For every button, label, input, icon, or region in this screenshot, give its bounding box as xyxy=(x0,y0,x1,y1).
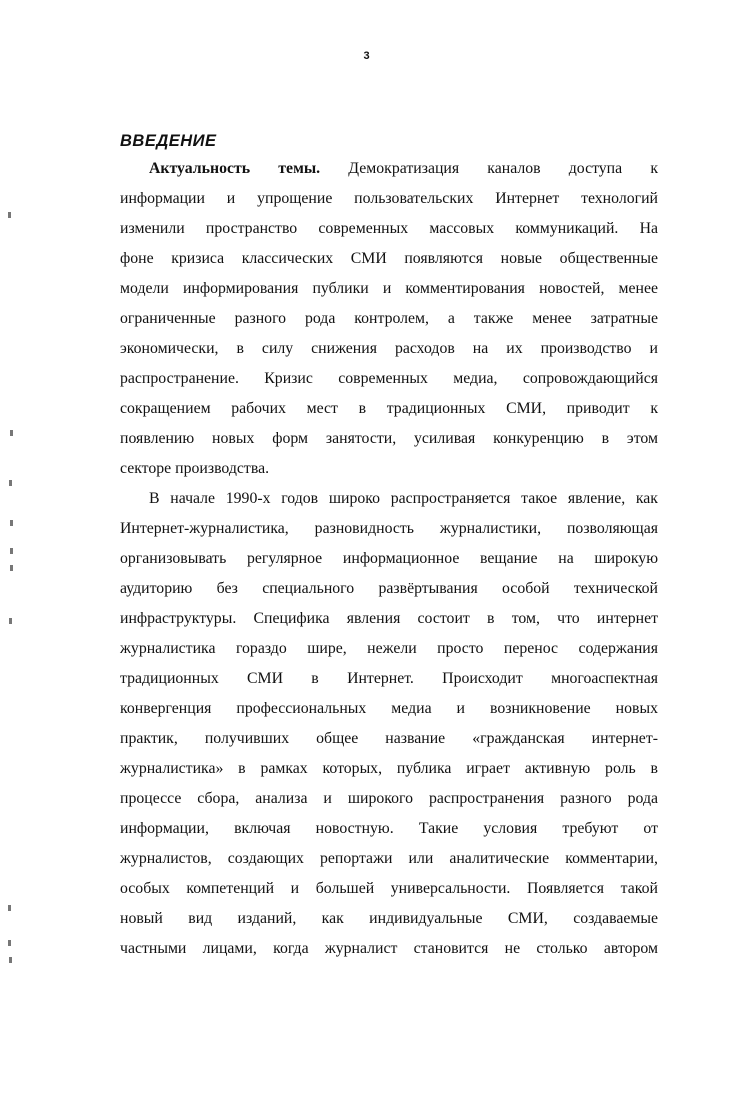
text-line: секторе производства. xyxy=(120,460,270,477)
scan-speck xyxy=(9,480,12,486)
scan-speck xyxy=(10,548,13,554)
text-line: организовывать регулярное информационное вещание на широкую xyxy=(120,550,658,567)
body-text xyxy=(120,154,658,964)
text-line: ограниченные разного рода контролем, а также менее затратные xyxy=(120,310,658,327)
scan-speck xyxy=(10,430,13,436)
scan-speck xyxy=(10,565,13,571)
scan-speck xyxy=(9,618,12,624)
text-line: В начале 1990-х годов широко распространяется такое явление, как xyxy=(149,490,658,507)
scan-speck xyxy=(9,957,12,963)
text-line: журналистика» в рамках которых, публика играет активную роль в xyxy=(120,760,658,777)
text-line: сокращением рабочих мест в традиционных СМИ, приводит к xyxy=(120,400,658,417)
scan-speck xyxy=(8,905,11,911)
scan-speck xyxy=(8,940,11,946)
lead-phrase: Актуальность темы. xyxy=(149,160,321,177)
text-line: новый вид изданий, как индивидуальные СМИ, создаваемые xyxy=(120,910,658,927)
text-line: фоне кризиса классических СМИ появляются новые общественные xyxy=(120,250,658,267)
text-line: информации и упрощение пользовательских Интернет технологий xyxy=(120,190,658,207)
text-line: экономически, в силу снижения расходов на их производство и xyxy=(120,340,658,357)
text-line: Интернет-журналистика, разновидность журналистики, позволяющая xyxy=(120,520,658,537)
text-line: инфраструктуры. Специфика явления состоит в том, что интернет xyxy=(120,610,658,627)
text-line: Актуальность темы. Демократизация каналов доступа к xyxy=(149,160,658,177)
text-line: изменили пространство современных массовых коммуникаций. На xyxy=(120,220,658,237)
text-line: аудиторию без специального развёртывания особой технической xyxy=(120,580,658,597)
scan-speck xyxy=(10,520,13,526)
text-line: журналистика гораздо шире, нежели просто перенос содержания xyxy=(120,640,658,657)
text-line: частными лицами, когда журналист становится не столько автором xyxy=(120,940,658,957)
text-line: процессе сбора, анализа и широкого распространения разного рода xyxy=(120,790,658,807)
text-line: информации, включая новостную. Такие условия требуют от xyxy=(120,820,658,837)
text-line: распространение. Кризис современных медиа, сопровождающийся xyxy=(120,370,658,387)
page-number: 3 xyxy=(363,50,370,62)
text-line: традиционных СМИ в Интернет. Происходит многоаспектная xyxy=(120,670,658,687)
text-line: модели информирования публики и комментирования новостей, менее xyxy=(120,280,658,297)
text-line: практик, получивших общее название «гражданская интернет- xyxy=(120,730,658,747)
text-line: журналистов, создающих репортажи или аналитические комментарии, xyxy=(120,850,658,867)
text-line: особых компетенций и большей универсальности. Появляется такой xyxy=(120,880,658,897)
text-line: конвергенция профессиональных медиа и возникновение новых xyxy=(120,700,658,717)
scan-speck xyxy=(8,212,11,218)
text-line: появлению новых форм занятости, усиливая конкуренцию в этом xyxy=(120,430,658,447)
section-heading: ВВЕДЕНИЕ xyxy=(120,132,217,150)
